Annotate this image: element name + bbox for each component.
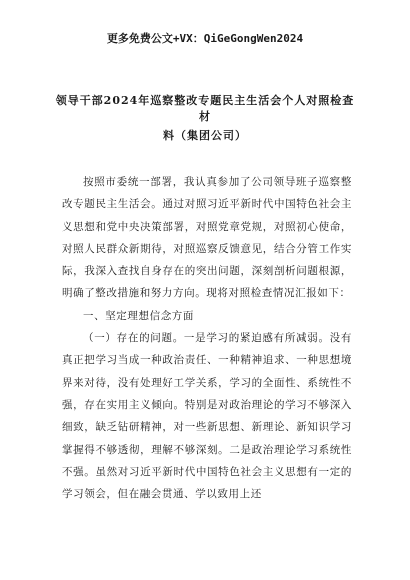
- section-heading: 一、坚定理想信念方面: [83, 309, 194, 322]
- intro-paragraph: 按照市委统一部署，我认真参加了公司领导班子巡察整改专题民主生活会。通过对照习近平新时代中国特色社会主义思想和党中央决策部署，对照党章党规，对照初心使命，对照人民群众新期待，对照巡察反馈意见，结合分管工作实际，我深入查找自身存在的突出问题，深刻剖析问题根源，明确了整改措施和努力方向。现将对照检查情况汇报如下：: [62, 176, 352, 300]
- document-title-line-1: 领导干部2024年巡察整改专题民主生活会个人对照检查材: [55, 94, 355, 123]
- section-paragraph: （一）存在的问题。一是学习的紧迫感有所减弱。没有真正把学习当成一种政治责任、一种精神追求、一种思想境界来对待，没有处理好工学关系，学习的全面性、系统性不强，存在实用主义倾向。特别是对政治理论的学习不够深入细致，缺乏钻研精神，对一些新思想、新理论、新知识学习掌握得不够透彻，理解不够深刻。二是政治理论学习系统性不强。虽然对习近平新时代中国特色社会主义思想有一定的学习领会，但在融会贯通、学以致用上还: [62, 332, 352, 501]
- document-body: [62, 171, 352, 505]
- promo-header: 更多免费公文+VX：QiGeGongWen2024: [106, 32, 304, 45]
- document-title-line-2: 料（集团公司）: [163, 129, 247, 142]
